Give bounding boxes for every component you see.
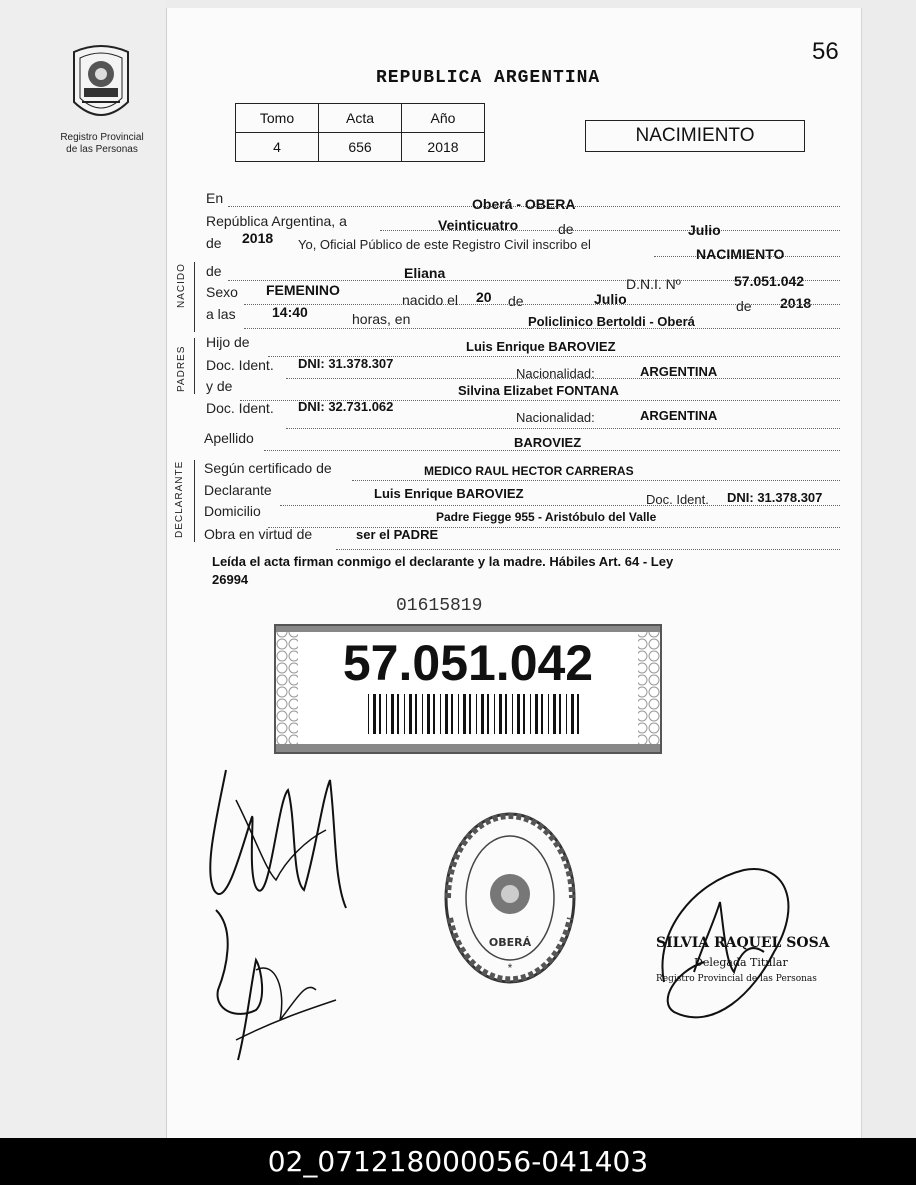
barcode-bar xyxy=(433,694,435,734)
record-type-box: NACIMIENTO xyxy=(585,120,805,152)
dotted-line xyxy=(244,328,840,329)
father-doc-label: Doc. Ident. xyxy=(206,357,274,373)
obra-label: Obra en virtud de xyxy=(204,526,313,542)
document-heading: REPUBLICA ARGENTINA xyxy=(376,68,601,88)
barcode-bar xyxy=(530,694,531,734)
dni-label: D.N.I. Nº xyxy=(626,276,681,292)
barcode-bar xyxy=(368,694,369,734)
barcode-bar xyxy=(553,694,556,734)
dotted-line xyxy=(244,304,840,305)
tomo-value: 4 xyxy=(236,133,319,162)
horas-label: horas, en xyxy=(352,311,411,327)
father-name: Luis Enrique BAROVIEZ xyxy=(466,339,616,354)
padres-separator xyxy=(194,338,195,394)
acta-header: Acta xyxy=(319,104,402,133)
closing-text-line-1: Leída el acta firman conmigo el declarante y la madre. Hábiles Art. 64 - Ley xyxy=(212,554,674,569)
dotted-line xyxy=(268,527,840,528)
child-name: Eliana xyxy=(404,265,446,281)
sexo-value: FEMENINO xyxy=(266,282,340,298)
closing-text-line-2: 26994 xyxy=(212,572,249,587)
obra-value: ser el PADRE xyxy=(356,527,439,542)
mother-nationality: ARGENTINA xyxy=(640,408,718,423)
birth-place: Policlinico Bertoldi - Oberá xyxy=(528,314,695,329)
en-label: En xyxy=(206,190,224,206)
barcode-bar xyxy=(463,694,466,734)
barcode-bar xyxy=(415,694,417,734)
father-doc: DNI: 31.378.307 xyxy=(298,356,394,371)
birth-time: 14:40 xyxy=(272,304,308,320)
domicilio-label: Domicilio xyxy=(204,503,261,519)
barcode-bar xyxy=(422,694,423,734)
svg-text:*: * xyxy=(507,961,513,975)
barcode-bar xyxy=(548,694,549,734)
de5-label: de xyxy=(736,298,752,314)
place-city: Oberá - OBERA xyxy=(472,196,576,212)
year-value: 2018 xyxy=(242,230,274,246)
barcode-bar xyxy=(505,694,507,734)
dotted-line xyxy=(280,505,840,506)
barcode-bar xyxy=(451,694,453,734)
official-title: Delegada Titular xyxy=(694,956,788,969)
mother-doc: DNI: 32.731.062 xyxy=(298,399,394,414)
barcode-bar xyxy=(559,694,561,734)
dotted-line xyxy=(352,480,840,481)
month-value: Julio xyxy=(688,222,721,238)
barcode-bar xyxy=(523,694,525,734)
mother-nat-label: Nacionalidad: xyxy=(516,410,595,425)
tomo-header: Tomo xyxy=(236,104,319,133)
hijo-label: Hijo de xyxy=(206,334,250,350)
barcode-bar xyxy=(440,694,441,734)
barcode-bar xyxy=(487,694,489,734)
side-label-declarante: DECLARANTE xyxy=(174,460,185,538)
alas-label: a las xyxy=(206,306,236,322)
mother-doc-label: Doc. Ident. xyxy=(206,400,274,416)
barcode-bar xyxy=(481,694,484,734)
certifying-doctor: MEDICO RAUL HECTOR CARRERAS xyxy=(424,464,634,478)
official-office: Registro Provincial de las Personas xyxy=(656,974,817,984)
barcode-bar xyxy=(535,694,538,734)
barcode-bar xyxy=(445,694,448,734)
day-value: Veinticuatro xyxy=(438,217,519,233)
apellido-label: Apellido xyxy=(204,430,254,446)
barcode-bar xyxy=(458,694,459,734)
stamp-dni-number: 57.051.042 xyxy=(342,635,594,691)
record-table xyxy=(235,103,485,162)
birth-day: 20 xyxy=(476,289,492,305)
dotted-line xyxy=(264,450,840,451)
sexo-label: Sexo xyxy=(206,284,238,300)
registry-seal xyxy=(440,808,580,988)
footer-document-code: 02_071218000056-041403 xyxy=(0,1138,916,1185)
yde-label: y de xyxy=(206,378,233,394)
barcode-bar xyxy=(386,694,387,734)
declarante-doc-label: Doc. Ident. xyxy=(646,492,709,507)
de3-label: de xyxy=(206,263,222,279)
official-name: SILVIA RAQUEL SOSA xyxy=(656,935,830,951)
barcode-bar xyxy=(397,694,399,734)
barcode-bar xyxy=(404,694,405,734)
barcode-bar xyxy=(577,694,579,734)
father-nat-label: Nacionalidad: xyxy=(516,366,595,381)
apellido-value: BAROVIEZ xyxy=(514,435,582,450)
oficial-text: Yo, Oficial Público de este Registro Civil inscribo el xyxy=(298,237,591,252)
declarant-signature xyxy=(196,760,366,1070)
nacido-label: nacido el xyxy=(402,292,459,308)
dni-value: 57.051.042 xyxy=(734,273,805,289)
barcode-bar xyxy=(427,694,430,734)
barcode-bar xyxy=(494,694,495,734)
declarante-label: Declarante xyxy=(204,482,272,498)
barcode-bar xyxy=(571,694,574,734)
barcode-bar xyxy=(391,694,394,734)
domicilio-value: Padre Fiegge 955 - Aristóbulo del Valle xyxy=(436,510,657,524)
birth-month: Julio xyxy=(594,291,627,307)
ano-value: 2018 xyxy=(402,133,485,162)
barcode-bar xyxy=(409,694,412,734)
barcode-bar xyxy=(566,694,567,734)
segun-label: Según certificado de xyxy=(204,460,332,476)
barcode-bar xyxy=(373,694,376,734)
declarante-doc: DNI: 31.378.307 xyxy=(727,490,823,505)
barcode-bar xyxy=(517,694,520,734)
birth-year: 2018 xyxy=(780,295,812,311)
acta-value: 656 xyxy=(319,133,402,162)
barcode-bar xyxy=(469,694,471,734)
de-label: de xyxy=(558,221,574,237)
nacido-separator xyxy=(194,262,195,332)
republica-label: República Argentina, a xyxy=(206,213,347,229)
page-margin xyxy=(0,0,166,1138)
stamp-barcode xyxy=(368,694,588,734)
father-nationality: ARGENTINA xyxy=(640,364,718,379)
act-value: NACIMIENTO xyxy=(696,246,785,262)
de2-label: de xyxy=(206,235,222,251)
side-label-nacido: NACIDO xyxy=(176,263,187,308)
de4-label: de xyxy=(508,293,524,309)
mother-name: Silvina Elizabet FONTANA xyxy=(458,383,619,398)
page-number: 56 xyxy=(812,38,839,65)
barcode-bar xyxy=(541,694,543,734)
declarante-separator xyxy=(194,460,195,542)
registry-name: Registro Provincial de las Personas xyxy=(60,132,144,155)
barcode-bar xyxy=(476,694,477,734)
barcode-bar xyxy=(499,694,502,734)
dotted-line xyxy=(336,549,840,550)
seal-city: OBERÁ xyxy=(488,936,532,949)
ano-header: Año xyxy=(402,104,485,133)
barcode-bar xyxy=(512,694,513,734)
barcode-bar xyxy=(379,694,381,734)
provincial-crest-logo xyxy=(66,44,136,130)
dotted-line xyxy=(286,428,840,429)
declarante-name: Luis Enrique BAROVIEZ xyxy=(374,486,524,501)
dotted-line xyxy=(286,378,840,379)
side-label-padres: PADRES xyxy=(176,345,187,392)
stamp-serial: 01615819 xyxy=(396,596,483,616)
dni-number-stamp xyxy=(274,624,662,754)
